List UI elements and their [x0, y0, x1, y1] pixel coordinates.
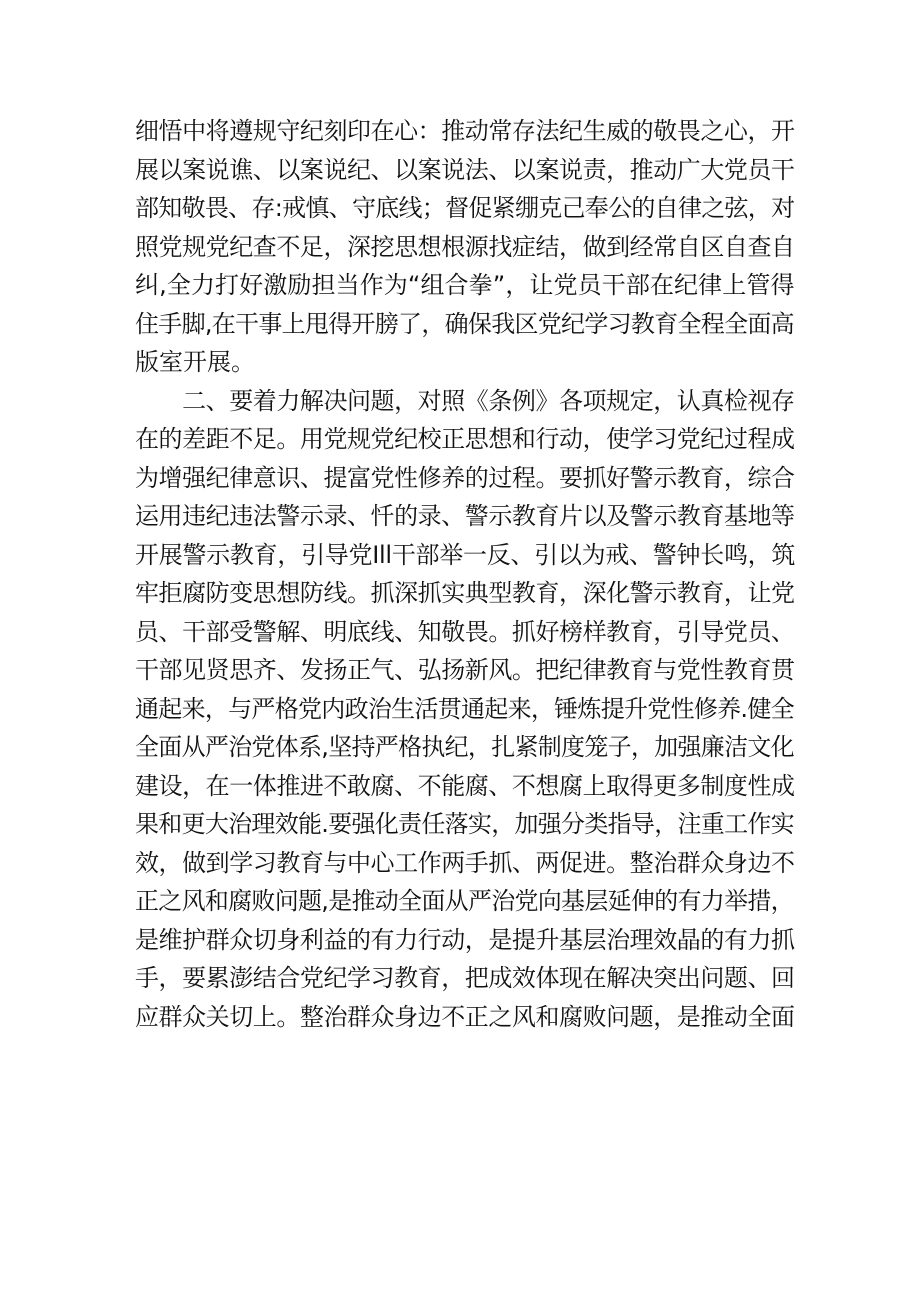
text-line: 运用违纪违法警示录、忏的录、警示教育片以及警示教育基地等 — [135, 502, 795, 530]
text-line: 版室开展。 — [135, 348, 255, 376]
text-line: 二、要着力解决问题，对照《条例》各项规定，认真检视存 — [135, 386, 795, 415]
text-line: 部知敬畏、存:戒慎、守底线；督促紧绷克己奉公的自律之弦，对 — [135, 194, 795, 222]
text-line: 展以案说谯、以案说纪、以案说法、以案说责，推动广大党员干 — [135, 155, 795, 184]
text-line: 是维护群众切身利益的有力行动，是提升基层治理效晶的有力抓 — [135, 925, 795, 954]
text-line: 建设，在一体推进不敢腐、不能腐、不想腐上取得更多制度性成 — [135, 771, 795, 800]
text-line: 牢拒腐防变思想防线。抓深抓实典型教育，深化警示教育，让党 — [135, 579, 795, 607]
text-line: 在的差距不足。用党规党纪校正思想和行动，使学习党纪过程成 — [135, 425, 795, 453]
text-line: 应群众关切上。整治群众身边不正之风和腐败问题，是推动全面 — [135, 1002, 795, 1031]
text-line: 正之风和腐败问题,是推动全面从严治党向基层延伸的有力举措， — [135, 887, 794, 915]
text-line: 果和更大治理效能.要强化责任落实，加强分类指导，注重工作实 — [135, 810, 794, 838]
text-line: 手，要累澎结合党纪学习教育，把成效体现在解决突出问题、回 — [135, 964, 795, 992]
text-line: 细悟中将遵规守纪刻印在心：推动常存法纪生威的敬畏之心，开 — [135, 117, 795, 145]
text-line: 干部见贤思齐、发扬正气、弘扬新风。把纪律教育与党性教育贯 — [135, 656, 795, 684]
text-line: 全面从严治党体系,坚持严格执纪，扎紧制度笼子，加强廉洁文化 — [135, 733, 794, 761]
text-line: 为增强纪律意识、提富党性修养的过程。要抓好警示教育，综合 — [135, 463, 795, 492]
text-line: 通起来，与严格党内政治生活贯通起来，锤炼提升党性修养.健全 — [135, 694, 794, 723]
text-line: 员、干部受警解、明底线、知敬畏。抓好榜样教育，引导党员、 — [135, 617, 795, 646]
body-text — [135, 112, 795, 1036]
text-line: 照党规党纪查不足，深挖思想根源找症结，做到经常自区自查自 — [135, 232, 795, 261]
text-line: 纠,全力打好激励担当作为“组合拳”，让党员干部在纪律上管得 — [135, 271, 795, 299]
text-line: 效，做到学习教育与中心工作两手抓、两促进。整治群众身边不 — [135, 848, 795, 877]
text-line: 住手脚,在干事上甩得开膀了，确保我区党纪学习教育全程全面高 — [135, 309, 794, 338]
text-line: 开展警示教育，引导党Ill干部举一反、引以为戒、警钟长鸣，筑 — [135, 540, 796, 569]
